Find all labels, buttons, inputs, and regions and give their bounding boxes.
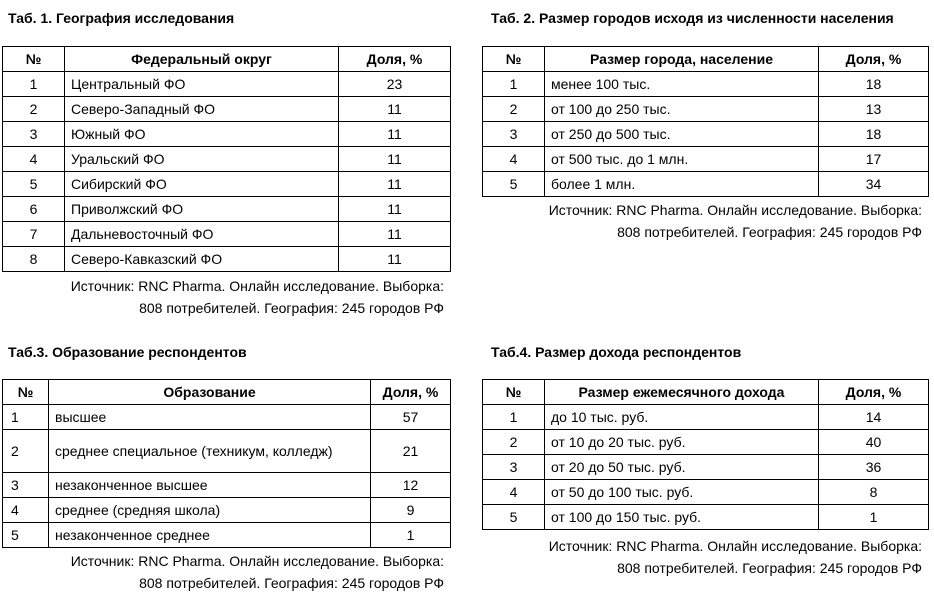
- row-number: 5: [483, 172, 545, 197]
- share-value: 13: [819, 97, 929, 122]
- row-number: 2: [483, 430, 545, 455]
- share-value: 40: [819, 430, 929, 455]
- city-size: менее 100 тыс.: [545, 72, 819, 97]
- table-row: [483, 455, 929, 480]
- district-name: Северо-Западный ФО: [65, 97, 339, 122]
- city-size: от 100 до 250 тыс.: [545, 97, 819, 122]
- row-number: 3: [3, 473, 49, 498]
- district-name: Центральный ФО: [65, 72, 339, 97]
- column-header: Федеральный округ: [65, 47, 339, 72]
- table-2-source: [482, 199, 922, 243]
- row-number: 4: [3, 147, 65, 172]
- column-header: Образование: [49, 380, 371, 405]
- district-name: Уральский ФО: [65, 147, 339, 172]
- share-value: 1: [371, 523, 451, 548]
- table-1-title: Таб. 1. География исследования: [8, 10, 235, 26]
- education-level: среднее (средняя школа): [49, 498, 371, 523]
- source-line-2: 808 потребителей. География: 245 городов РФ: [617, 224, 922, 240]
- share-value: 18: [819, 72, 929, 97]
- source-line-1: Источник: RNC Pharma. Онлайн исследование. Выборка:: [70, 278, 444, 294]
- income-range: от 100 до 150 тыс. руб.: [545, 505, 819, 530]
- city-size: от 250 до 500 тыс.: [545, 122, 819, 147]
- row-number: 7: [3, 222, 65, 247]
- district-name: Сибирский ФО: [65, 172, 339, 197]
- column-header: №: [483, 47, 545, 72]
- share-value: 9: [371, 498, 451, 523]
- share-value: 12: [371, 473, 451, 498]
- share-value: 14: [819, 405, 929, 430]
- table-row: [483, 505, 929, 530]
- table-row: [3, 172, 451, 197]
- table-row: [483, 122, 929, 147]
- share-value: 11: [339, 97, 451, 122]
- share-value: 11: [339, 147, 451, 172]
- table-row: [483, 405, 929, 430]
- row-number: 1: [3, 72, 65, 97]
- table-row: [3, 72, 451, 97]
- table-4-header-row: [483, 380, 929, 405]
- share-value: 34: [819, 172, 929, 197]
- row-number: 1: [483, 405, 545, 430]
- column-header: Доля, %: [819, 380, 929, 405]
- source-line-2: 808 потребителей. География: 245 городов РФ: [139, 575, 444, 591]
- table-row: [483, 97, 929, 122]
- source-line-2: 808 потребителей. География: 245 городов РФ: [617, 560, 922, 576]
- column-header: Доля, %: [819, 47, 929, 72]
- row-number: 3: [483, 122, 545, 147]
- source-line-1: Источник: RNC Pharma. Онлайн исследование. Выборка:: [548, 202, 922, 218]
- table-4: [482, 379, 929, 530]
- table-row: [3, 498, 451, 523]
- income-range: от 20 до 50 тыс. руб.: [545, 455, 819, 480]
- share-value: 57: [371, 405, 451, 430]
- education-level: высшее: [49, 405, 371, 430]
- row-number: 2: [3, 97, 65, 122]
- education-level: среднее специальное (техникум, колледж): [49, 430, 371, 473]
- district-name: Южный ФО: [65, 122, 339, 147]
- table-row: [3, 430, 451, 473]
- row-number: 2: [3, 430, 49, 473]
- income-range: от 10 до 20 тыс. руб.: [545, 430, 819, 455]
- table-2-title: Таб. 2. Размер городов исходя из численности населения: [491, 10, 894, 26]
- row-number: 5: [3, 523, 49, 548]
- row-number: 2: [483, 97, 545, 122]
- share-value: 36: [819, 455, 929, 480]
- share-value: 11: [339, 222, 451, 247]
- table-row: [3, 523, 451, 548]
- share-value: 11: [339, 197, 451, 222]
- column-header: №: [483, 380, 545, 405]
- row-number: 3: [483, 455, 545, 480]
- share-value: 18: [819, 122, 929, 147]
- table-1: [2, 46, 451, 272]
- table-3-title: Таб.3. Образование респондентов: [8, 344, 247, 360]
- table-row: [483, 430, 929, 455]
- education-level: незаконченное среднее: [49, 523, 371, 548]
- share-value: 11: [339, 247, 451, 272]
- table-row: [3, 247, 451, 272]
- table-row: [483, 172, 929, 197]
- row-number: 8: [3, 247, 65, 272]
- column-header: Размер ежемесячного дохода: [545, 380, 819, 405]
- share-value: 23: [339, 72, 451, 97]
- table-row: [483, 480, 929, 505]
- income-range: от 50 до 100 тыс. руб.: [545, 480, 819, 505]
- table-row: [483, 147, 929, 172]
- share-value: 11: [339, 172, 451, 197]
- column-header: Доля, %: [371, 380, 451, 405]
- table-3-source: [2, 550, 444, 594]
- table-row: [3, 473, 451, 498]
- table-row: [483, 72, 929, 97]
- share-value: 8: [819, 480, 929, 505]
- row-number: 4: [483, 147, 545, 172]
- row-number: 4: [483, 480, 545, 505]
- row-number: 1: [3, 405, 49, 430]
- table-row: [3, 147, 451, 172]
- city-size: более 1 млн.: [545, 172, 819, 197]
- row-number: 4: [3, 498, 49, 523]
- table-4-title: Таб.4. Размер дохода респондентов: [491, 344, 742, 360]
- row-number: 5: [3, 172, 65, 197]
- table-1-header-row: [3, 47, 451, 72]
- share-value: 17: [819, 147, 929, 172]
- table-4-source: [482, 535, 922, 579]
- row-number: 1: [483, 72, 545, 97]
- table-3: [2, 379, 451, 548]
- share-value: 11: [339, 122, 451, 147]
- education-level: незаконченное высшее: [49, 473, 371, 498]
- table-1-source: [2, 275, 444, 319]
- table-row: [3, 405, 451, 430]
- income-range: до 10 тыс. руб.: [545, 405, 819, 430]
- table-2: [482, 46, 929, 197]
- share-value: 1: [819, 505, 929, 530]
- column-header: №: [3, 380, 49, 405]
- table-row: [3, 222, 451, 247]
- source-line-1: Источник: RNC Pharma. Онлайн исследование. Выборка:: [70, 553, 444, 569]
- row-number: 5: [483, 505, 545, 530]
- row-number: 6: [3, 197, 65, 222]
- table-row: [3, 97, 451, 122]
- column-header: №: [3, 47, 65, 72]
- table-3-header-row: [3, 380, 451, 405]
- table-row: [3, 197, 451, 222]
- column-header: Доля, %: [339, 47, 451, 72]
- table-row: [3, 122, 451, 147]
- district-name: Приволжский ФО: [65, 197, 339, 222]
- table-2-header-row: [483, 47, 929, 72]
- district-name: Дальневосточный ФО: [65, 222, 339, 247]
- city-size: от 500 тыс. до 1 млн.: [545, 147, 819, 172]
- row-number: 3: [3, 122, 65, 147]
- source-line-1: Источник: RNC Pharma. Онлайн исследование. Выборка:: [548, 538, 922, 554]
- district-name: Северо-Кавказский ФО: [65, 247, 339, 272]
- column-header: Размер города, население: [545, 47, 819, 72]
- source-line-2: 808 потребителей. География: 245 городов РФ: [139, 300, 444, 316]
- share-value: 21: [371, 430, 451, 473]
